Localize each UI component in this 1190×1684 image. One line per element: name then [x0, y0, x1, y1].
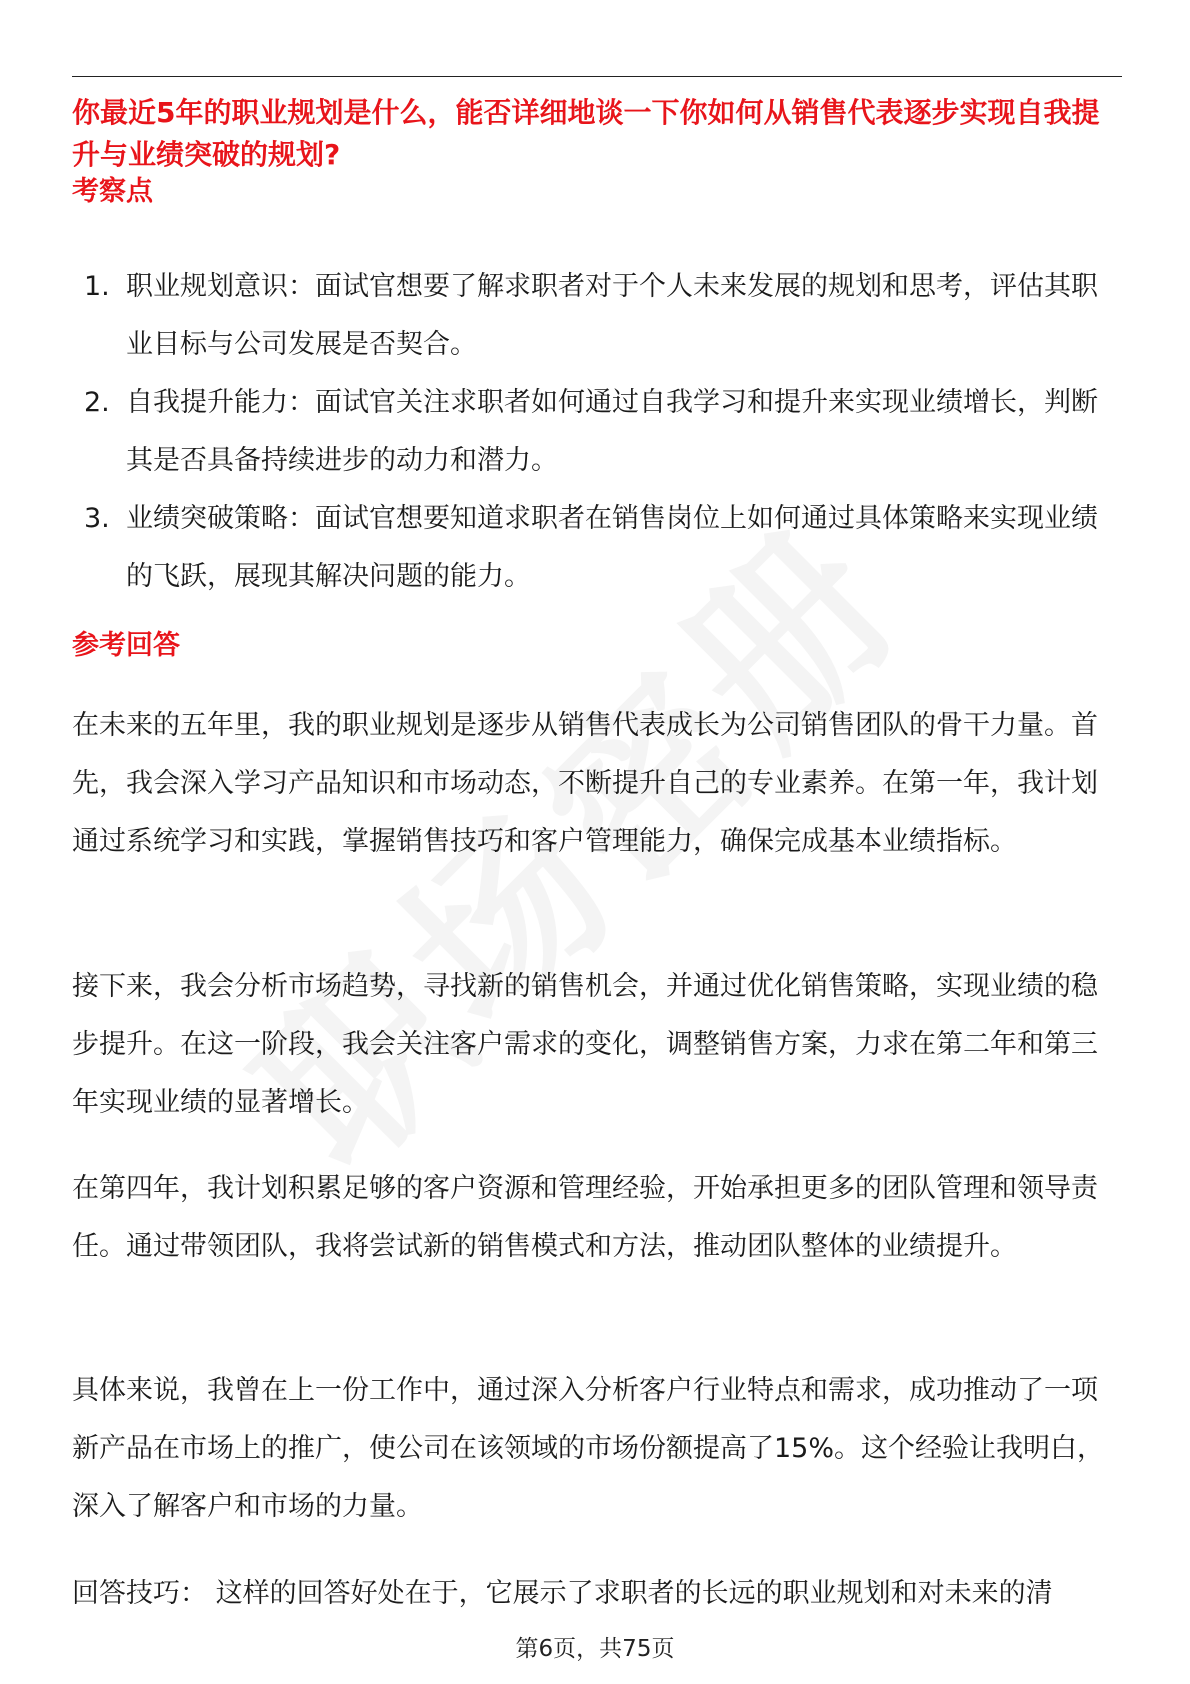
answer-paragraph: 接下来，我会分析市场趋势，寻找新的销售机会，并通过优化销售策略，实现业绩的稳步提升。在这一阶段，我会关注客户需求的变化，调整销售方案，力求在第二年和第三年实现业绩的显著增长。	[72, 971, 1098, 1118]
question-heading: 你最近5年的职业规划是什么，能否详细地谈一下你如何从销售代表逐步实现自我提升与业绩突破的规划?	[72, 96, 1100, 171]
reference-answer-title: 参考回答	[72, 630, 180, 661]
list-item-text: 职业规划意识：面试官想要了解求职者对于个人未来发展的规划和思考，评估其职业目标与公司发展是否契合。	[126, 271, 1098, 360]
list-item-number: 3.	[84, 503, 110, 534]
answer-paragraph: 在第四年，我计划积累足够的客户资源和管理经验，开始承担更多的团队管理和领导责任。通过带领团队，我将尝试新的销售模式和方法，推动团队整体的业绩提升。	[72, 1173, 1098, 1262]
top-divider	[72, 76, 1122, 77]
answer-paragraph: 具体来说，我曾在上一份工作中，通过深入分析客户行业特点和需求，成功推动了一项新产品在市场上的推广，使公司在该领域的市场份额提高了15%。这个经验让我明白，深入了解客户和市场的力量。	[72, 1375, 1105, 1522]
list-item	[72, 490, 1122, 606]
list-item-text: 业绩突破策略：面试官想要知道求职者在销售岗位上如何通过具体策略来实现业绩的飞跃，展现其解决问题的能力。	[126, 503, 1098, 592]
page-number: 第6页，共75页	[515, 1636, 675, 1662]
list-item-number: 2.	[84, 387, 110, 418]
examine-points-title: 考察点	[72, 176, 153, 207]
answer-paragraph: 在未来的五年里，我的职业规划是逐步从销售代表成长为公司销售团队的骨干力量。首先，我会深入学习产品知识和市场动态，不断提升自己的专业素养。在第一年，我计划通过系统学习和实践，掌握销售技巧和客户管理能力，确保完成基本业绩指标。	[72, 710, 1098, 857]
answer-tip-paragraph: 回答技巧： 这样的回答好处在于，它展示了求职者的长远的职业规划和对未来的清	[72, 1578, 1053, 1609]
list-item-text: 自我提升能力：面试官关注求职者如何通过自我学习和提升来实现业绩增长，判断其是否具备持续进步的动力和潜力。	[126, 387, 1098, 476]
list-item	[72, 258, 1122, 374]
examine-points-list	[72, 258, 1122, 606]
list-item	[72, 374, 1122, 490]
list-item-number: 1.	[84, 271, 110, 302]
